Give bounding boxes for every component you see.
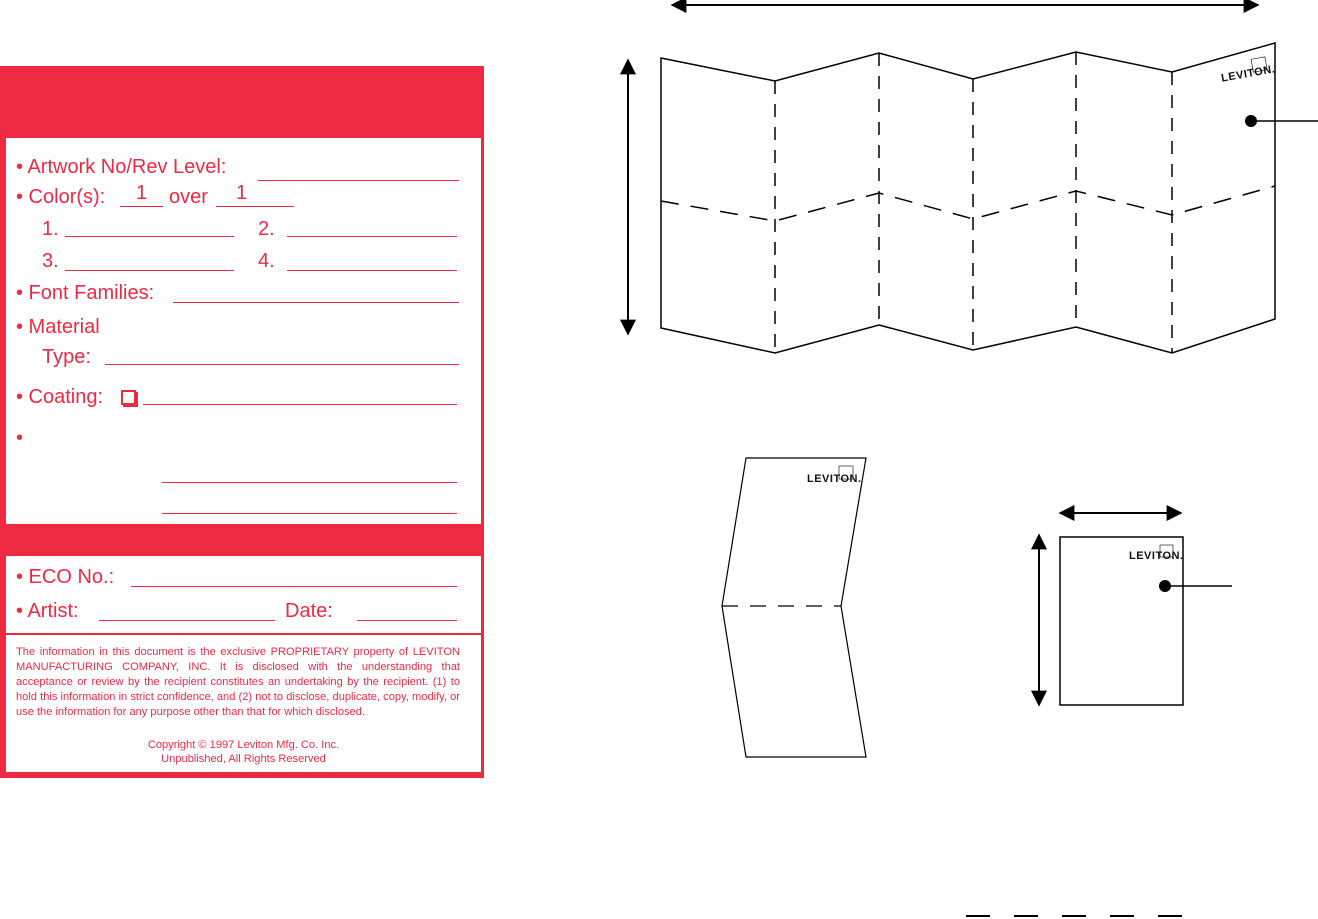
leviton-logo-unfolded: LEVITON.: [1220, 63, 1277, 85]
colors-over-label: over: [169, 186, 208, 208]
artwork-label: • Artwork No/Rev Level:: [16, 156, 227, 178]
unfolded-sheet: [661, 43, 1275, 353]
color-slot-4-label: 4.: [258, 250, 275, 272]
copyright-line-1: Copyright © 1997 Leviton Mfg. Co. Inc.: [147, 739, 340, 751]
copyright-line-2: Unpublished, All Rights Reserved: [161, 753, 326, 765]
leviton-logo-folded: LEVITON.: [1129, 550, 1184, 562]
vertical-folds: [775, 52, 1172, 353]
folded-sheet: [1060, 537, 1183, 705]
proprietary-notice: The information in this document is the exclusive PROPRIETARY property of LEVITON MANUFACTURING COMPANY, INC. It is disclosed with the understanding that acceptance or review by the recipient constitutes an undertaking by the recipient. (1) to hold this information in strict confidence, and (2) not to disclose, duplicate, copy, modify, or use the information for any purpose other than that for which disclosed.: [16, 646, 460, 718]
coating-label: • Coating:: [16, 386, 104, 408]
artist-label: • Artist:: [16, 600, 79, 622]
extra-bullet: •: [16, 427, 24, 449]
color-slot-1-label: 1.: [42, 218, 59, 240]
eco-label: • ECO No.:: [16, 566, 115, 588]
font-families-label: • Font Families:: [16, 282, 155, 304]
colors-front-value: 1: [136, 182, 148, 204]
colors-label: • Color(s):: [16, 186, 106, 208]
material-label: • Material: [16, 316, 100, 338]
colors-back-value: 1: [236, 182, 248, 204]
color-slot-2-label: 2.: [258, 218, 275, 240]
color-slot-3-label: 3.: [42, 250, 59, 272]
leviton-logo-half-folded: LEVITON.: [807, 473, 862, 485]
half-folded-sheet: [722, 458, 866, 757]
material-type-label: Type:: [42, 346, 91, 368]
horizontal-fold: [661, 186, 1275, 221]
date-label: Date:: [285, 600, 333, 622]
